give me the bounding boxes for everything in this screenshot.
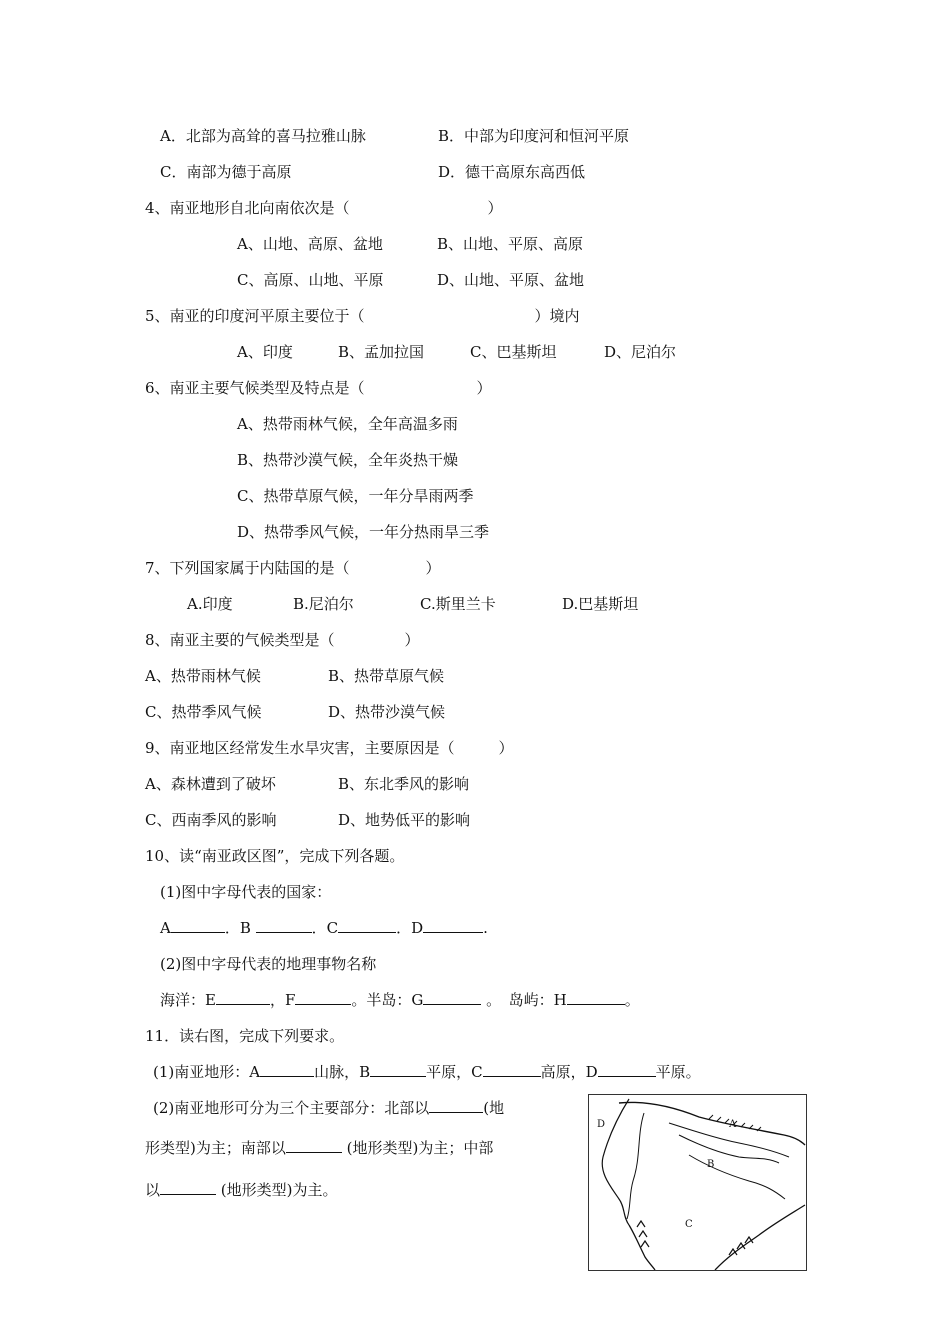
q7-option-d: D.巴基斯坦 <box>562 595 639 613</box>
q5-option-c: C、巴基斯坦 <box>470 343 557 361</box>
answer-blank[interactable] <box>370 1062 426 1077</box>
q9-option-b: B、东北季风的影响 <box>338 775 470 793</box>
q4-option-c: C、高原、山地、平原 <box>237 271 384 289</box>
eastern-ghats-symbol <box>729 1237 753 1255</box>
answer-blank[interactable] <box>286 1138 342 1153</box>
south-asia-terrain-map <box>588 1094 807 1271</box>
q6-option-b: B、热带沙漠气候，全年炎热干燥 <box>237 451 459 469</box>
indus-river-line <box>627 1113 644 1219</box>
q8-option-c: C、热带季风气候 <box>145 703 262 721</box>
answer-blank[interactable] <box>483 1062 541 1077</box>
q11-part2-line2: 形类型)为主；南部以 (地形类型)为主；中部 <box>145 1139 494 1157</box>
q9-option-a: A、森林遭到了破坏 <box>145 775 276 793</box>
answer-blank[interactable] <box>598 1062 656 1077</box>
q10-part2-heading: (2)图中字母代表的地理事物名称 <box>160 955 377 973</box>
answer-blank[interactable] <box>256 918 312 933</box>
q6-option-a: A、热带雨林气候，全年高温多雨 <box>237 415 458 433</box>
q5-option-b: B、孟加拉国 <box>338 343 425 361</box>
q5-stem: 5、南亚的印度河平原主要位于（ ）境内 <box>145 307 580 325</box>
answer-blank[interactable] <box>171 918 225 933</box>
q8-stem: 8、南亚主要的气候类型是（ ） <box>145 631 420 649</box>
q10-part1-blanks: A ．B ．C ．D . <box>160 919 488 937</box>
q6-stem: 6、南亚主要气候类型及特点是（ ） <box>145 379 492 397</box>
answer-blank[interactable] <box>260 1062 314 1077</box>
q11-part1: (1)南亚地形：A 山脉，B 平原，C 高原，D 平原。 <box>153 1063 701 1081</box>
q8-option-a: A、热带雨林气候 <box>145 667 261 685</box>
q6-option-d: D、热带季风气候，一年分热雨旱三季 <box>237 523 490 541</box>
west-border-line <box>602 1099 629 1225</box>
q7-option-a: A.印度 <box>187 595 233 613</box>
q6-option-c: C、热带草原气候，一年分旱雨两季 <box>237 487 474 505</box>
q9-option-d: D、地势低平的影响 <box>338 811 471 829</box>
q10-part1-heading: (1)图中字母代表的国家： <box>160 883 332 901</box>
q8-option-d: D、热带沙漠气候 <box>328 703 446 721</box>
answer-blank[interactable] <box>160 1180 216 1195</box>
q11-part2-line1: (2)南亚地形可分为三个主要部分：北部以 (地 <box>153 1099 505 1117</box>
peninsula-east-coast <box>715 1205 805 1270</box>
q10-part2-blanks: 海洋：E ，F 。半岛：G 。 岛屿：H 。 <box>160 991 640 1009</box>
answer-blank[interactable] <box>216 990 270 1005</box>
q4-stem: 4、南亚地形自北向南依次是（ ） <box>145 199 503 217</box>
q9-option-c: C、西南季风的影响 <box>145 811 277 829</box>
answer-blank[interactable] <box>423 918 483 933</box>
map-label-c: C <box>685 1219 693 1230</box>
q4-option-a: A、山地、高原、盆地 <box>237 235 383 253</box>
q3-option-b: B．中部为印度河和恒河平原 <box>438 127 630 145</box>
q11-part2-line3: 以 (地形类型)为主。 <box>145 1181 338 1199</box>
map-label-d: D <box>597 1119 606 1130</box>
q3-option-d: D．德干高原东高西低 <box>438 163 586 181</box>
q8-option-b: B、热带草原气候 <box>328 667 445 685</box>
himalaya-range-line <box>619 1102 805 1145</box>
q4-option-d: D、山地、平原、盆地 <box>437 271 585 289</box>
answer-blank[interactable] <box>423 990 481 1005</box>
answer-blank[interactable] <box>338 918 396 933</box>
q5-option-a: A、印度 <box>237 343 293 361</box>
q7-option-c: C.斯里兰卡 <box>420 595 496 613</box>
map-label-a: A <box>729 1119 737 1130</box>
q3-option-c: C．南部为德于高原 <box>160 163 292 181</box>
map-drawing <box>589 1095 806 1270</box>
answer-blank[interactable] <box>429 1098 483 1113</box>
map-label-b: B <box>707 1159 715 1170</box>
q9-stem: 9、南亚地区经常发生水旱灾害，主要原因是（ ） <box>145 739 514 757</box>
answer-blank[interactable] <box>567 990 625 1005</box>
answer-blank[interactable] <box>295 990 351 1005</box>
ganges-river-line <box>689 1155 785 1199</box>
q5-option-d: D、尼泊尔 <box>604 343 677 361</box>
q3-option-a: A．北部为高耸的喜马拉雅山脉 <box>160 127 366 145</box>
q10-stem: 10、读“南亚政区图”，完成下列各题。 <box>145 847 405 865</box>
q11-stem: 11．读右图，完成下列要求。 <box>145 1027 345 1045</box>
q4-option-b: B、山地、平原、高原 <box>437 235 584 253</box>
q7-stem: 7、下列国家属于内陆国的是（ ） <box>145 559 441 577</box>
q7-option-b: B.尼泊尔 <box>293 595 354 613</box>
